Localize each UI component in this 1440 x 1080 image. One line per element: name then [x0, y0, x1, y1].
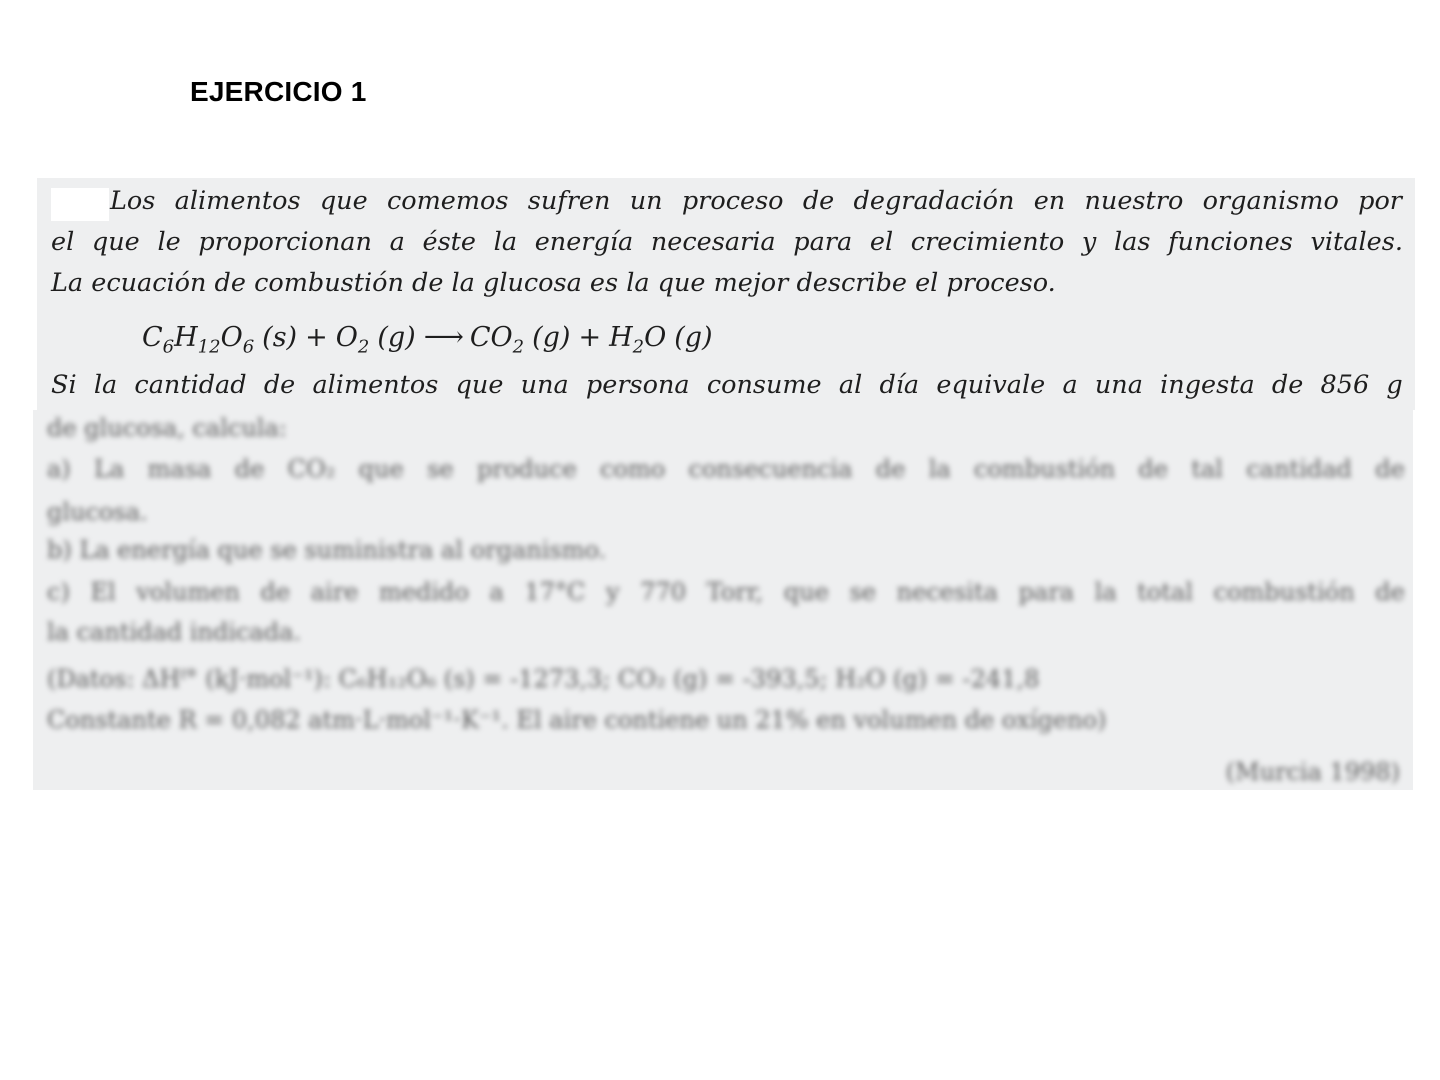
word: al [838, 370, 863, 400]
word: produce [476, 455, 577, 483]
word: de [234, 455, 265, 483]
word: crecimiento [910, 227, 1065, 257]
word: Torr, [706, 578, 764, 606]
word: c) [47, 578, 70, 606]
word: sufren [527, 186, 611, 216]
word: de [1375, 455, 1405, 483]
word: a [1062, 370, 1078, 400]
word: en [1033, 186, 1066, 216]
word: para [793, 227, 853, 257]
oxygen-state: (g) [377, 322, 416, 353]
word: de [1375, 578, 1405, 606]
word: proceso [681, 186, 784, 216]
blurred-line-5 [47, 578, 1405, 606]
word: que [358, 455, 404, 483]
word: la [1094, 578, 1117, 606]
co2-state: (g) [532, 322, 571, 353]
word: funciones [1168, 227, 1293, 257]
word: por [1358, 186, 1402, 216]
word: tal [1191, 455, 1223, 483]
word: que [455, 370, 504, 400]
word: le [157, 227, 181, 257]
word: éste [422, 227, 476, 257]
co2-formula: $CO_2$ [469, 322, 525, 358]
blurred-line-4: b) La energía que se suministra al organismo. [47, 536, 607, 564]
blurred-line-7: (Datos: ΔHᶠ° (kJ·mol⁻¹): C₆H₁₂O₆ (s) = -1273,3; CO₂ (g) = -393,5; H₂O (g) = -241,8 [47, 665, 1040, 693]
paragraph-line-1 [110, 186, 1402, 216]
word: las [1113, 227, 1151, 257]
word: una [520, 370, 569, 400]
blurred-line-2 [47, 455, 1405, 483]
word: de [260, 578, 291, 606]
word: 770 [640, 578, 686, 606]
word: comemos [386, 186, 509, 216]
word: 17°C [524, 578, 586, 606]
word: de [875, 455, 906, 483]
paragraph-line-5 [51, 370, 1403, 400]
word: se [849, 578, 877, 606]
word: a [389, 227, 405, 257]
word: cantidad [134, 370, 247, 400]
combustion-equation [142, 320, 713, 357]
word: necesaria [650, 227, 776, 257]
word: la [928, 455, 951, 483]
word: el [51, 227, 75, 257]
word: combustión [974, 455, 1116, 483]
word: 856 [1320, 370, 1370, 400]
word: ingesta [1160, 370, 1255, 400]
water-formula: $H_2O$ [609, 322, 667, 358]
word: una [1094, 370, 1143, 400]
word: El [90, 578, 116, 606]
glucose-state: (s) [262, 322, 298, 353]
word: consecuencia [688, 455, 853, 483]
word: persona [585, 370, 690, 400]
word: degradación [853, 186, 1015, 216]
word: necesita [896, 578, 998, 606]
word: de [1138, 455, 1168, 483]
word: aire [310, 578, 359, 606]
word: para [1018, 578, 1074, 606]
word: consume [706, 370, 822, 400]
word: la [493, 227, 518, 257]
word: CO₂ [287, 455, 336, 483]
word: medido [379, 578, 469, 606]
word: de [802, 186, 835, 216]
glucose-formula: $C_6H_{12}O_6$ [142, 322, 255, 358]
word: organismo [1202, 186, 1339, 216]
word: se [427, 455, 454, 483]
slide-title: EJERCICIO 1 [190, 76, 367, 107]
blurred-line-6: la cantidad indicada. [47, 618, 302, 646]
word: total [1137, 578, 1193, 606]
word: y [605, 578, 620, 606]
oxygen-formula: $O_2$ [335, 322, 370, 358]
blurred-line-8: Constante R = 0,082 atm·L·mol⁻¹·K⁻¹. El aire contiene un 21% en volumen de oxígeno) [47, 706, 1107, 734]
word: a [489, 578, 504, 606]
word: la [93, 370, 118, 400]
word: día [879, 370, 920, 400]
word: combustión [1213, 578, 1355, 606]
word: La [94, 455, 125, 483]
word: que [783, 578, 829, 606]
word: cantidad [1246, 455, 1352, 483]
word: un [629, 186, 663, 216]
indent-patch [51, 188, 109, 221]
paragraph-line-3: La ecuación de combustión de la glucosa es la que mejor describe el proceso. [51, 268, 1056, 298]
word: volumen [136, 578, 240, 606]
word: el [869, 227, 894, 257]
paragraph-line-2 [51, 227, 1403, 257]
word: que [91, 227, 140, 257]
reaction-arrow-icon: ⟶ [423, 320, 462, 353]
plus-sign: + [305, 322, 328, 353]
word: g [1386, 370, 1403, 400]
word: de [263, 370, 296, 400]
water-state: (g) [674, 322, 713, 353]
word: equivale [936, 370, 1046, 400]
word: alimentos [174, 186, 301, 216]
word: Los [110, 186, 156, 216]
word: de [1271, 370, 1304, 400]
plus-sign: + [578, 322, 602, 353]
word: a) [47, 455, 71, 483]
word: Si [51, 370, 77, 400]
word: alimentos [312, 370, 439, 400]
word: energía [534, 227, 634, 257]
word: proporcionan [198, 227, 372, 257]
word: y [1081, 227, 1097, 257]
blurred-line-3: glucosa. [47, 498, 148, 526]
blurred-line-1: de glucosa, calcula: [47, 414, 287, 442]
word: vitales. [1310, 227, 1403, 257]
word: masa [147, 455, 212, 483]
word: nuestro [1084, 186, 1184, 216]
blurred-line-9: (Murcia 1998) [1225, 758, 1400, 786]
word: que [319, 186, 368, 216]
word: como [600, 455, 666, 483]
